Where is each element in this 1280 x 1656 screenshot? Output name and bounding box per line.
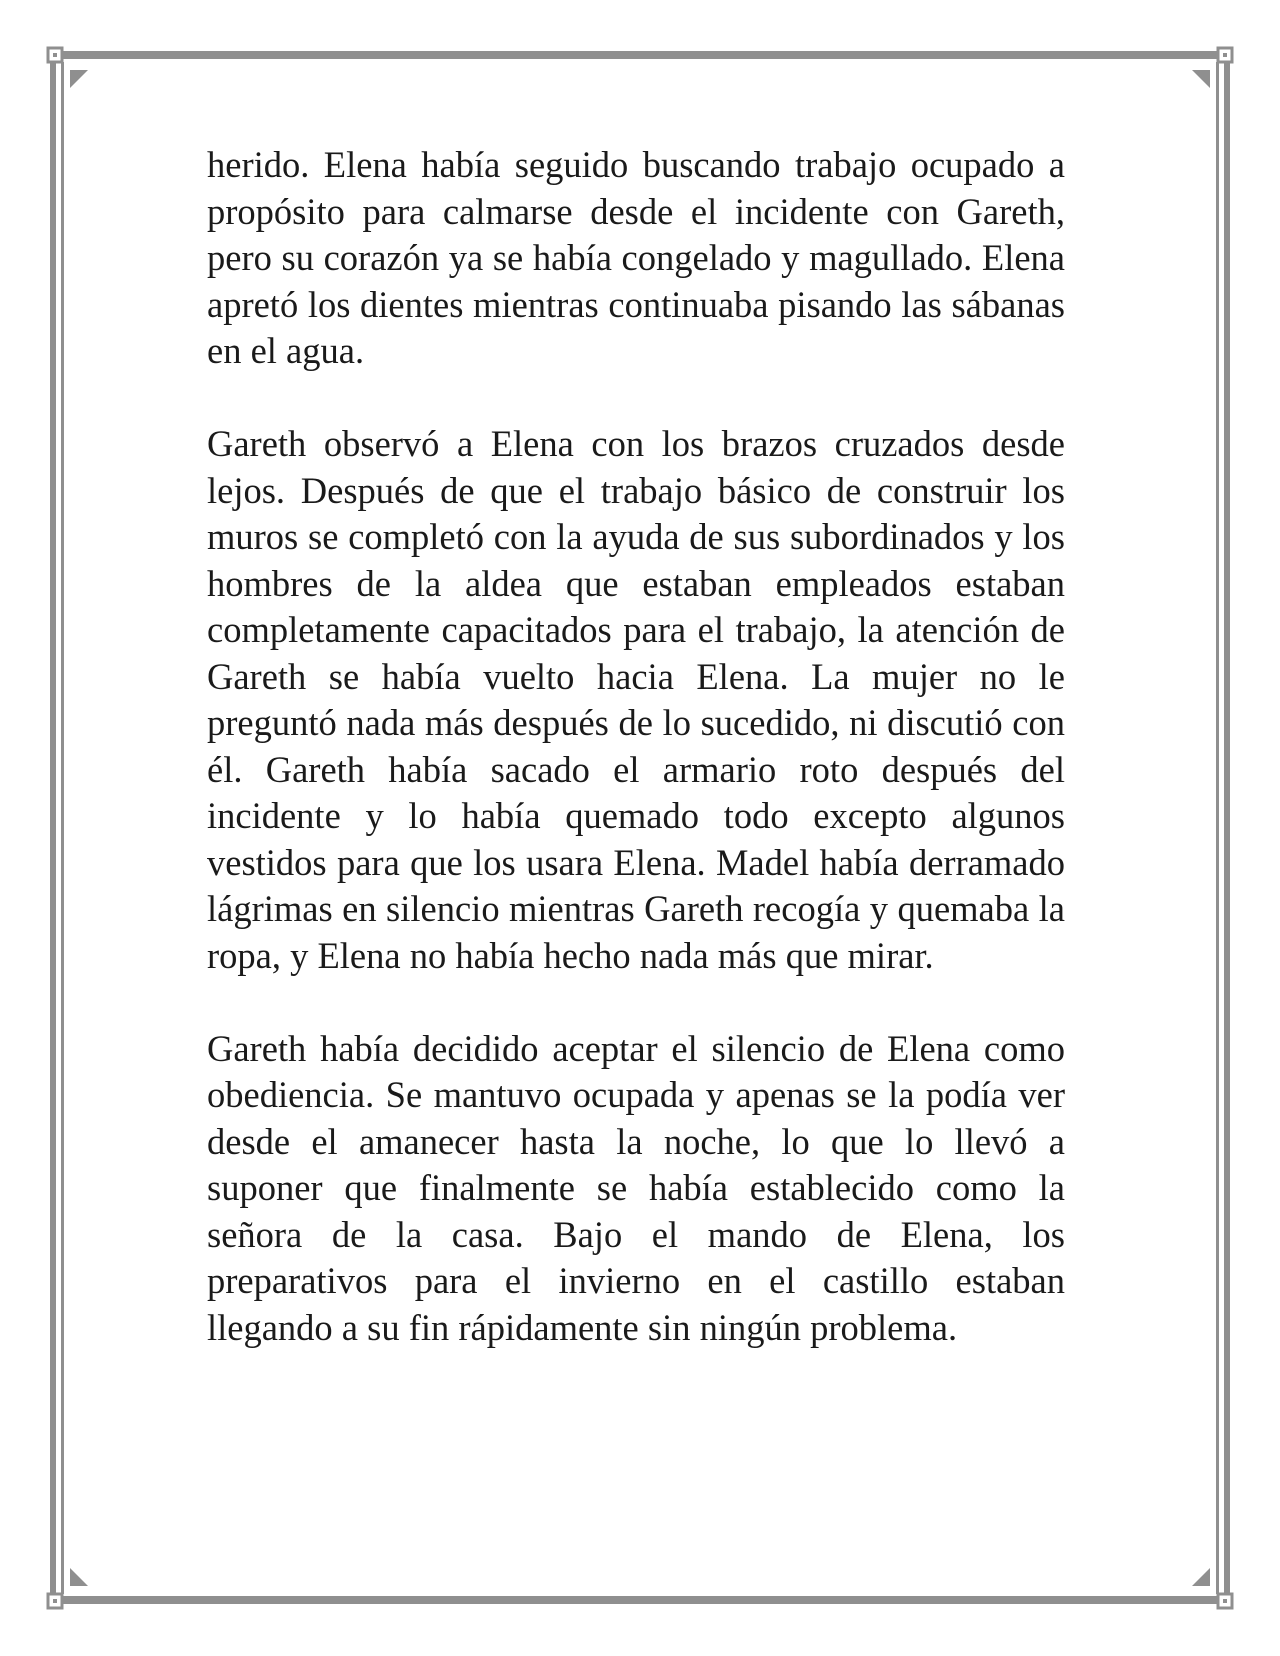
- frame-right-bar-inner: [1216, 62, 1219, 1594]
- frame-top-bar: [62, 51, 1218, 59]
- frame-left-bar-outer: [50, 62, 56, 1594]
- body-text: [207, 142, 1065, 1398]
- frame-triangle-bottom-left: [70, 1568, 88, 1586]
- frame-corner-top-left: [48, 48, 62, 62]
- frame-bottom-bar: [62, 1596, 1218, 1604]
- frame-triangle-top-left: [70, 70, 88, 88]
- paragraph-1: herido. Elena había seguido buscando trabajo ocupado a propósito para calmarse desde el incidente con Gareth, pero su corazón ya se había congelado y magullado. Elena apretó los dientes mientras continuaba pisando las sábanas en el agua.: [207, 144, 1065, 371]
- frame-triangle-bottom-right: [1192, 1568, 1210, 1586]
- frame-right-bar-outer: [1224, 62, 1230, 1594]
- frame-triangle-top-right: [1192, 70, 1210, 88]
- frame-corner-bottom-left: [48, 1594, 62, 1608]
- paragraph-2: Gareth observó a Elena con los brazos cruzados desde lejos. Después de que el trabajo básico de construir los muros se completó con la ayuda de sus subordinados y los hombres de la aldea que estaban empleados estaban completamente capacitados para el trabajo, la atención de Gareth se había vuelto hacia Elena. La mujer no le preguntó nada más después de lo sucedido, ni discutió con él. Gareth había sacado el armario roto después del incidente y lo había quemado todo excepto algunos vestidos para que los usara Elena. Madel había derramado lágrimas en silencio mientras Gareth recogía y quemaba la ropa, y Elena no había hecho nada más que mirar.: [207, 423, 1065, 976]
- frame-corner-bottom-right: [1218, 1594, 1232, 1608]
- frame-left-bar-inner: [61, 62, 64, 1594]
- paragraph-3: Gareth había decidido aceptar el silencio de Elena como obediencia. Se mantuvo ocupada y apenas se la podía ver desde el amanecer hasta la noche, lo que lo llevó a suponer que finalmente se había establecido como la señora de la casa. Bajo el mando de Elena, los preparativos para el invierno en el castillo estaban llegando a su fin rápidamente sin ningún problema.: [207, 1027, 1065, 1348]
- frame-corner-top-right: [1218, 48, 1232, 62]
